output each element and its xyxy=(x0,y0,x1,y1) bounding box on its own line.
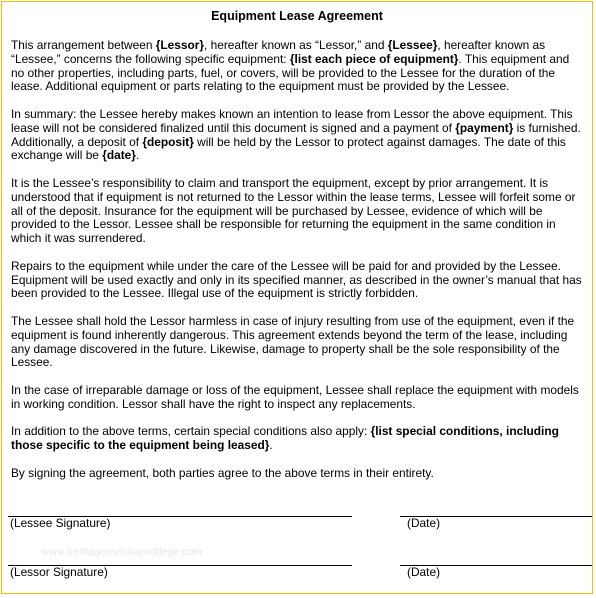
paragraph-text: In summary: the Lessee hereby makes known an intention to lease from Lessor the above equipment. This lease will not be considered finalized until this document is signed and a payment of xyxy=(11,106,573,135)
agreement-paragraph xyxy=(11,425,582,453)
lessor-date-label: (Date) xyxy=(407,565,441,579)
lessee-date-label: (Date) xyxy=(407,516,441,530)
agreement-paragraph xyxy=(11,177,582,246)
paragraph-text: Repairs to the equipment while under the care of the Lessee will be paid for and provided by the Lessee. Equipment will be used exactly and only in its specified manner, as described in the owner’s manual that has been provided to the Lessee. Illegal use of the equipment is strictly forbidden. xyxy=(11,258,582,301)
lessee-signature-label: (Lessee Signature) xyxy=(10,516,111,530)
lessor-signature-label: (Lessor Signature) xyxy=(10,565,108,579)
agreement-paragraph xyxy=(11,260,582,301)
paragraph-text: will be held by the Lessor to protect against damages. The date of this exchange will be xyxy=(11,134,566,163)
document-title: Equipment Lease Agreement xyxy=(211,9,383,23)
agreement-paragraph xyxy=(11,108,582,163)
paragraph-text: The Lessee shall hold the Lessor harmless in case of injury resulting from use of the equipment, even if the equipment is found inherently dangerous. This agreement extends beyond the term of the lease, including any damage discovered in the future. Likewise, damage to property shall be the sole responsibility of the Lessee. xyxy=(11,313,575,370)
paragraph-text: . xyxy=(135,148,140,163)
paragraph-text: In the case of irreparable damage or loss of the equipment, Lessee shall replace the equipment with models in working condition. Lessor shall have the right to inspect any replacements. xyxy=(11,382,579,411)
document-page xyxy=(1,1,593,594)
agreement-paragraph xyxy=(11,467,582,481)
paragraph-text: , hereafter known as “Lessee,” concerns the following specific equipment: xyxy=(11,38,546,66)
agreement-body xyxy=(11,39,582,494)
paragraph-text: It is the Lessee’s responsibility to claim and transport the equipment, except by prior arrangement. It is understood that if equipment is not returned to the Lessor within the lease terms, Lessee will forfeit some or all of the deposit. Insurance for the equipment will be purchased by Lessee, evidence of which will be provided to the Lessor. Lessee shall be responsible for returning the equipment in the same condition in which it was surrendered. xyxy=(11,175,576,246)
placeholder-field: {Lessor} xyxy=(155,38,204,52)
placeholder-field: {Lessee} xyxy=(387,38,438,52)
agreement-paragraph xyxy=(11,315,582,370)
placeholder-field: {deposit} xyxy=(142,134,194,149)
watermark-text: www.heritagechristiancollege.com xyxy=(42,547,203,558)
paragraph-text: By signing the agreement, both parties agree to the above terms in their entirety. xyxy=(11,465,434,480)
agreement-paragraph xyxy=(11,39,582,94)
placeholder-field: {date} xyxy=(102,148,136,163)
paragraph-text: This arrangement between xyxy=(11,38,156,52)
paragraph-text: , hereafter known as “Lessor,” and xyxy=(204,38,388,52)
placeholder-field: {payment} xyxy=(455,120,514,135)
placeholder-field: {list each piece of equipment} xyxy=(289,51,459,66)
placeholder-field: {list special conditions, including those specific to the equipment being leased} xyxy=(11,424,559,453)
agreement-paragraph xyxy=(11,384,582,412)
paragraph-text: is furnished. Additionally, a deposit of xyxy=(11,120,581,149)
paragraph-text: . xyxy=(269,438,273,453)
paragraph-text: . This equipment and no other properties, including parts, fuel, or covers, will be provided to the Lessee for the duration of the lease. Additional equipment or parts relating to the equipment must be provided by the Lessee. xyxy=(11,51,570,94)
paragraph-text: In addition to the above terms, certain special conditions also apply: xyxy=(11,424,371,439)
